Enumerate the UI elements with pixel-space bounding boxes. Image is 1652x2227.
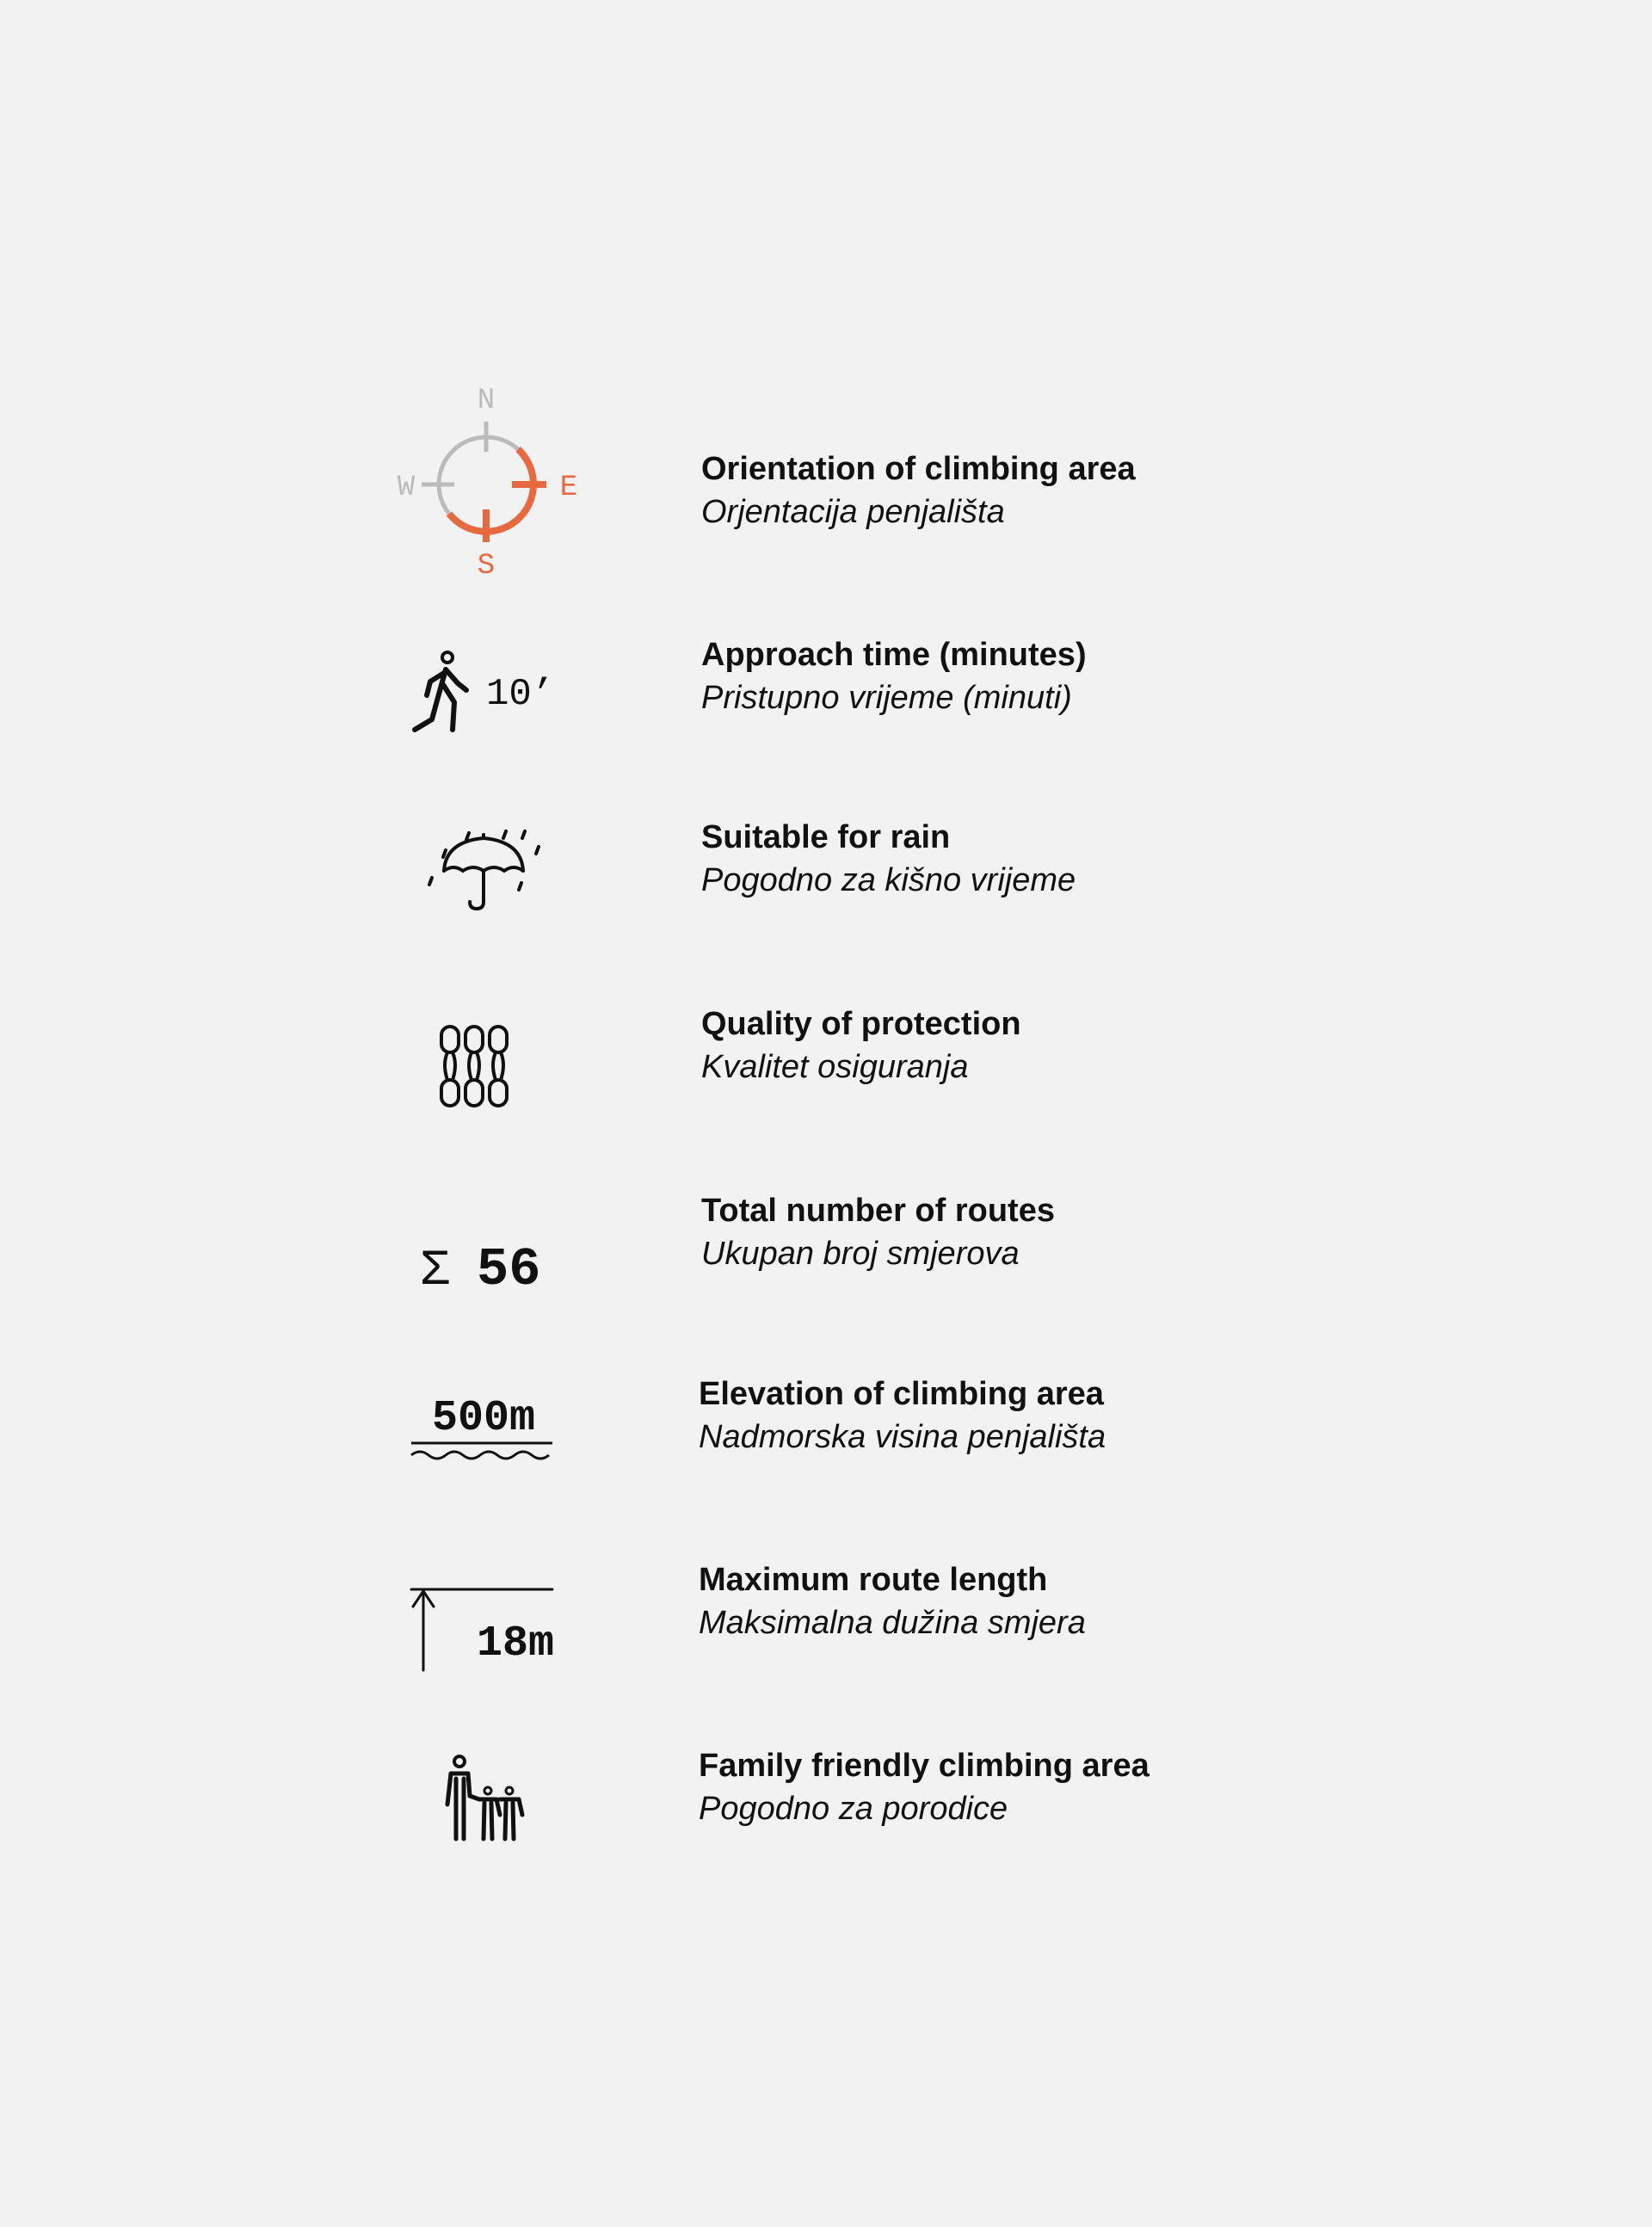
legend-text	[699, 1744, 1473, 1830]
compass-icon	[379, 385, 594, 583]
legend-text	[701, 1002, 1476, 1089]
compass-e-label: E	[559, 472, 578, 504]
legend-text	[701, 816, 1476, 902]
label-en: Elevation of climbing area	[699, 1376, 1104, 1412]
length-value: 18m	[477, 1619, 555, 1669]
legend-text	[701, 1189, 1476, 1275]
label-hr: Kvalitet osiguranja	[701, 1049, 969, 1085]
label-hr: Pristupno vrijeme (minuti)	[701, 680, 1072, 716]
label-en: Quality of protection	[701, 1006, 1021, 1042]
approach-value: 10’	[486, 673, 555, 716]
legend-row-length	[0, 1524, 1652, 1679]
elevation-value: 500m	[431, 1394, 536, 1443]
legend-text	[699, 1373, 1473, 1459]
legend-row-routes	[0, 1155, 1652, 1310]
quickdraws-icon	[379, 968, 594, 1123]
legend-row-orientation	[0, 385, 1652, 583]
label-en: Approach time (minutes)	[701, 637, 1087, 673]
label-hr: Orjentacija penjališta	[701, 494, 1005, 530]
label-hr: Pogodno za porodice	[699, 1791, 1008, 1827]
compass-s-label: S	[477, 550, 496, 583]
height-arrow-icon	[379, 1524, 594, 1679]
legend-row-rain	[0, 781, 1652, 936]
legend-text	[699, 1558, 1473, 1644]
umbrella-rain-icon	[379, 781, 594, 936]
label-hr: Pogodno za kišno vrijeme	[701, 862, 1076, 898]
label-en: Maximum route length	[699, 1562, 1048, 1598]
label-hr: Ukupan broj smjerova	[701, 1236, 1020, 1272]
label-en: Suitable for rain	[701, 819, 951, 855]
legend-text	[701, 447, 1476, 534]
legend-row-approach	[0, 599, 1652, 754]
legend-row-family	[0, 1710, 1652, 1865]
legend-text	[701, 633, 1476, 719]
legend-row-protection	[0, 968, 1652, 1123]
compass-n-label: N	[477, 385, 496, 417]
routes-value: 56	[477, 1239, 541, 1300]
sigma-symbol: Σ	[420, 1243, 450, 1299]
label-en: Total number of routes	[701, 1193, 1055, 1229]
compass-w-label: W	[397, 472, 416, 504]
label-hr: Nadmorska visina penjališta	[699, 1419, 1106, 1455]
legend-row-elevation	[0, 1338, 1652, 1493]
label-en: Family friendly climbing area	[699, 1748, 1150, 1784]
sea-level-icon	[379, 1338, 594, 1493]
hiker-icon	[379, 599, 594, 754]
label-hr: Maksimalna dužina smjera	[699, 1605, 1086, 1641]
label-en: Orientation of climbing area	[701, 451, 1136, 487]
family-icon	[379, 1710, 594, 1865]
sigma-icon	[379, 1155, 594, 1310]
